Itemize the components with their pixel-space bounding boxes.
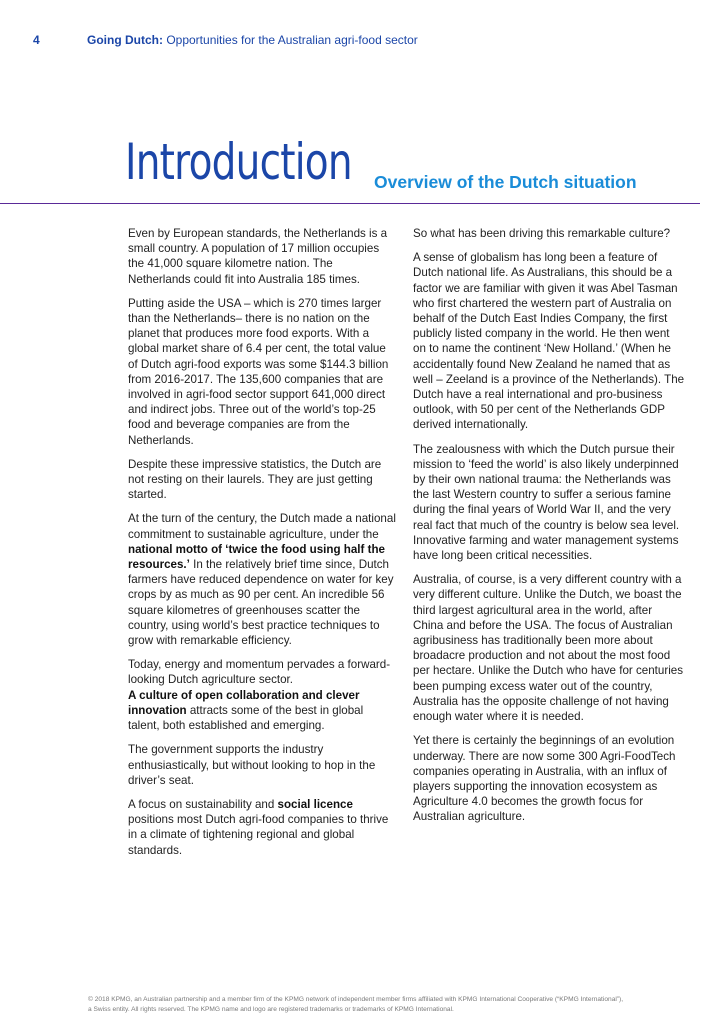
paragraph: The zealousness with which the Dutch pursue their mission to ‘feed the world’ is also likely underpinned by their own national trauma: the Netherlands was the last Western country to suffer a serious famine during the final years of World War II, and the very real fact that much of the country is below sea level. Innovative farming and water management systems have long been critical necessities. xyxy=(413,442,680,563)
copyright-footer xyxy=(88,995,708,1015)
paragraph: The government supports the industry enthusiastically, but without looking to hop in the driver’s seat. xyxy=(128,743,376,787)
paragraph: Even by European standards, the Netherlands is a small country. A population of 17 million occupies the 41,000 square kilometre nation. The Netherlands could fit into Australia 185 times. xyxy=(128,227,388,286)
publication-subtitle: Opportunities for the Australian agri-food sector xyxy=(166,33,418,47)
page-title: Introduction xyxy=(125,133,352,191)
paragraph: At the turn of the century, the Dutch made a national commitment to sustainable agriculture, under the national motto of ‘twice the food using half the resources.’ In the relatively brief time since, Dutch farmers have reduced dependence on water for key crops by as much as 90 per cent. An incredible 56 square kilometres of greenhouses scatter the country, using world’s best practice techniques to grow with remarkable efficiency. xyxy=(128,512,396,648)
paragraph: Putting aside the USA – which is 270 times larger than the Netherlands– there is no nation on the planet that produces more food exports. With a global market share of 6.4 per cent, the total value of Dutch agri-food exports was some $144.3 billion from 2016-2017. The 135,600 companies that are involved in agri-food sector support 641,000 direct and indirect jobs. Three out of the world’s top-25 food and beverage companies are from the Netherlands. xyxy=(128,296,389,447)
paragraph: Despite these impressive statistics, the Dutch are not resting on their laurels. They are just getting started. xyxy=(128,457,382,502)
footer-line: © 2018 KPMG, an Australian partnership and a member firm of the KPMG network of independent member firms affiliated with KPMG International Cooperative (“KPMG International”), xyxy=(88,996,624,1003)
page-number: 4 xyxy=(33,33,40,47)
paragraph: A sense of globalism has long been a feature of Dutch national life. As Australians, this should be a factor we are familiar with given it was Abel Tasman who first chartered the western part of Australia on behalf of the Dutch East Indies Company, the first publicly listed company in the world. He then went on to name the continent ‘New Holland.’ (When he accidentally found New Zealand he named that as well – Zeeland is a province of the Netherlands). The Dutch have a real international and pro-business outlook, with 50 per cent of the Netherlands GDP derived internationally. xyxy=(413,251,685,432)
right-column xyxy=(413,226,685,834)
section-heading: Overview of the Dutch situation xyxy=(374,172,637,192)
paragraph: Australia, of course, is a very different country with a very different culture. Unlike the Dutch, we boast the third largest agricultural area in the world, after China and before the USA. The focus of Australian agribusiness has traditionally been more about broadacre production and not about the most food per hectare. Unlike the Dutch who have for centuries been pumping excess water out of the country, Australia has the opposite challenge of not having enough water where it is needed. xyxy=(413,573,684,724)
title-divider xyxy=(0,203,700,204)
bold-phrase: social licence xyxy=(277,797,353,811)
paragraph: A focus on sustainability and social licence positions most Dutch agri-food companies to thrive in a climate of tightening regional and global standards. xyxy=(128,797,389,857)
publication-title: Going Dutch: xyxy=(87,33,163,47)
bold-phrase: national motto of ‘twice the food using half the resources.’ xyxy=(128,542,385,572)
footer-line: a Swiss entity. All rights reserved. The KPMG name and logo are registered trademarks or trademarks of KPMG International. xyxy=(88,1006,454,1013)
running-header xyxy=(33,33,418,47)
paragraph: Yet there is certainly the beginnings of an evolution underway. There are now some 300 Agri-FoodTech companies operating in Australia, with an influx of players supporting the innovation ecosystem as Agriculture 4.0 becomes the growth focus for Australian agriculture. xyxy=(413,734,676,824)
paragraph: So what has been driving this remarkable culture? xyxy=(413,227,671,240)
left-column xyxy=(128,226,396,867)
bold-phrase: A culture of open collaboration and clever innovation xyxy=(128,688,360,717)
paragraph: Today, energy and momentum pervades a forward-looking Dutch agriculture sector. A culture of open collaboration and clever innovation attracts some of the best in global talent, both established and emerging. xyxy=(128,658,391,733)
